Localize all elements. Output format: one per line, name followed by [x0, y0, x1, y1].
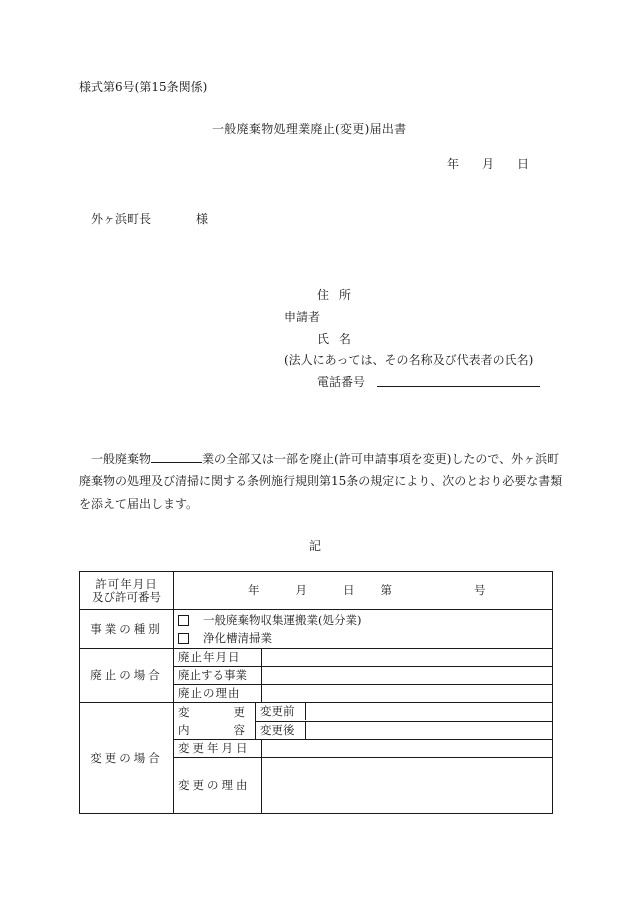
body-line-1: [79, 450, 560, 466]
date-day-label: 日: [517, 157, 530, 171]
permit-label-1: 許可年月日: [95, 576, 158, 591]
phone-label: 電話番号: [317, 375, 366, 389]
applicant-label: 申請者: [284, 310, 321, 324]
business-type-options: [174, 610, 553, 649]
permit-month-label: 月: [295, 583, 307, 597]
abolition-reason-label: 廃止の理由: [174, 685, 262, 703]
change-after-label: 変更後: [256, 722, 306, 739]
permit-year-label: 年: [248, 583, 260, 597]
abolition-date-label: 廃止年月日: [174, 649, 262, 667]
abolition-row-1: [80, 649, 553, 667]
ki-heading: 記: [309, 539, 322, 553]
change-content-label: 変 更 内 容: [174, 703, 256, 740]
change-label: 変更の場合: [80, 703, 174, 814]
date-month-label: 月: [482, 157, 495, 171]
body-line-3: を添えて届出します。: [79, 497, 199, 511]
abolition-reason-field[interactable]: [262, 685, 553, 703]
change-after-cell: [256, 721, 553, 740]
body-line-1-rest: 業の全部又は一部を廃止(許可申請事項を変更)したので、外ヶ浜町: [202, 452, 560, 466]
business-option-2[interactable]: 浄化槽清掃業: [178, 629, 548, 647]
permit-dai-label: 第: [380, 583, 392, 597]
address-label: 住 所: [317, 288, 354, 302]
change-before-cell: [256, 703, 553, 722]
abolition-business-label: 廃止する事業: [174, 667, 262, 685]
business-option-1[interactable]: 一般廃棄物収集運搬業(処分業): [178, 611, 548, 629]
date-year-label: 年: [447, 157, 460, 171]
change-date-field[interactable]: [262, 740, 553, 758]
name-label: 氏 名: [317, 332, 354, 346]
addressee-honorific: 様: [196, 212, 209, 226]
form-number: 様式第6号(第15条関係): [79, 80, 208, 94]
addressee-name: 外ヶ浜町長: [91, 212, 152, 226]
change-reason-label: 変更の理由: [174, 758, 262, 814]
body-line-2: 廃棄物の処理及び清掃に関する条例施行規則第15条の規定により、次のとおり必要な書類: [79, 474, 563, 488]
phone-underline[interactable]: [377, 386, 540, 387]
business-type-row: [80, 610, 553, 649]
permit-go-label: 号: [474, 583, 486, 597]
abolition-date-field[interactable]: [262, 649, 553, 667]
body-prefix: 一般廃棄物: [91, 452, 152, 466]
permit-value-cell[interactable]: [174, 572, 553, 610]
change-date-label: 変更年月日: [174, 740, 262, 758]
business-blank[interactable]: [151, 450, 202, 463]
permit-row: [80, 572, 553, 610]
change-before-label: 変更前: [256, 703, 306, 720]
change-reason-field[interactable]: [262, 758, 553, 814]
business-type-label: 事業の種別: [80, 610, 174, 649]
checkbox-icon[interactable]: [178, 615, 189, 626]
checkbox-icon[interactable]: [178, 633, 189, 644]
permit-label-cell: [80, 572, 174, 610]
record-table: [79, 571, 553, 814]
abolition-label: 廃止の場合: [80, 649, 174, 703]
permit-day-label: 日: [343, 583, 355, 597]
document-title: 一般廃棄物処理業廃止(変更)届出書: [212, 122, 407, 136]
permit-label-2: 及び許可番号: [92, 589, 161, 604]
change-row-before: [80, 703, 553, 722]
abolition-business-field[interactable]: [262, 667, 553, 685]
corporation-note: (法人にあっては、その名称及び代表者の氏名): [284, 353, 534, 367]
